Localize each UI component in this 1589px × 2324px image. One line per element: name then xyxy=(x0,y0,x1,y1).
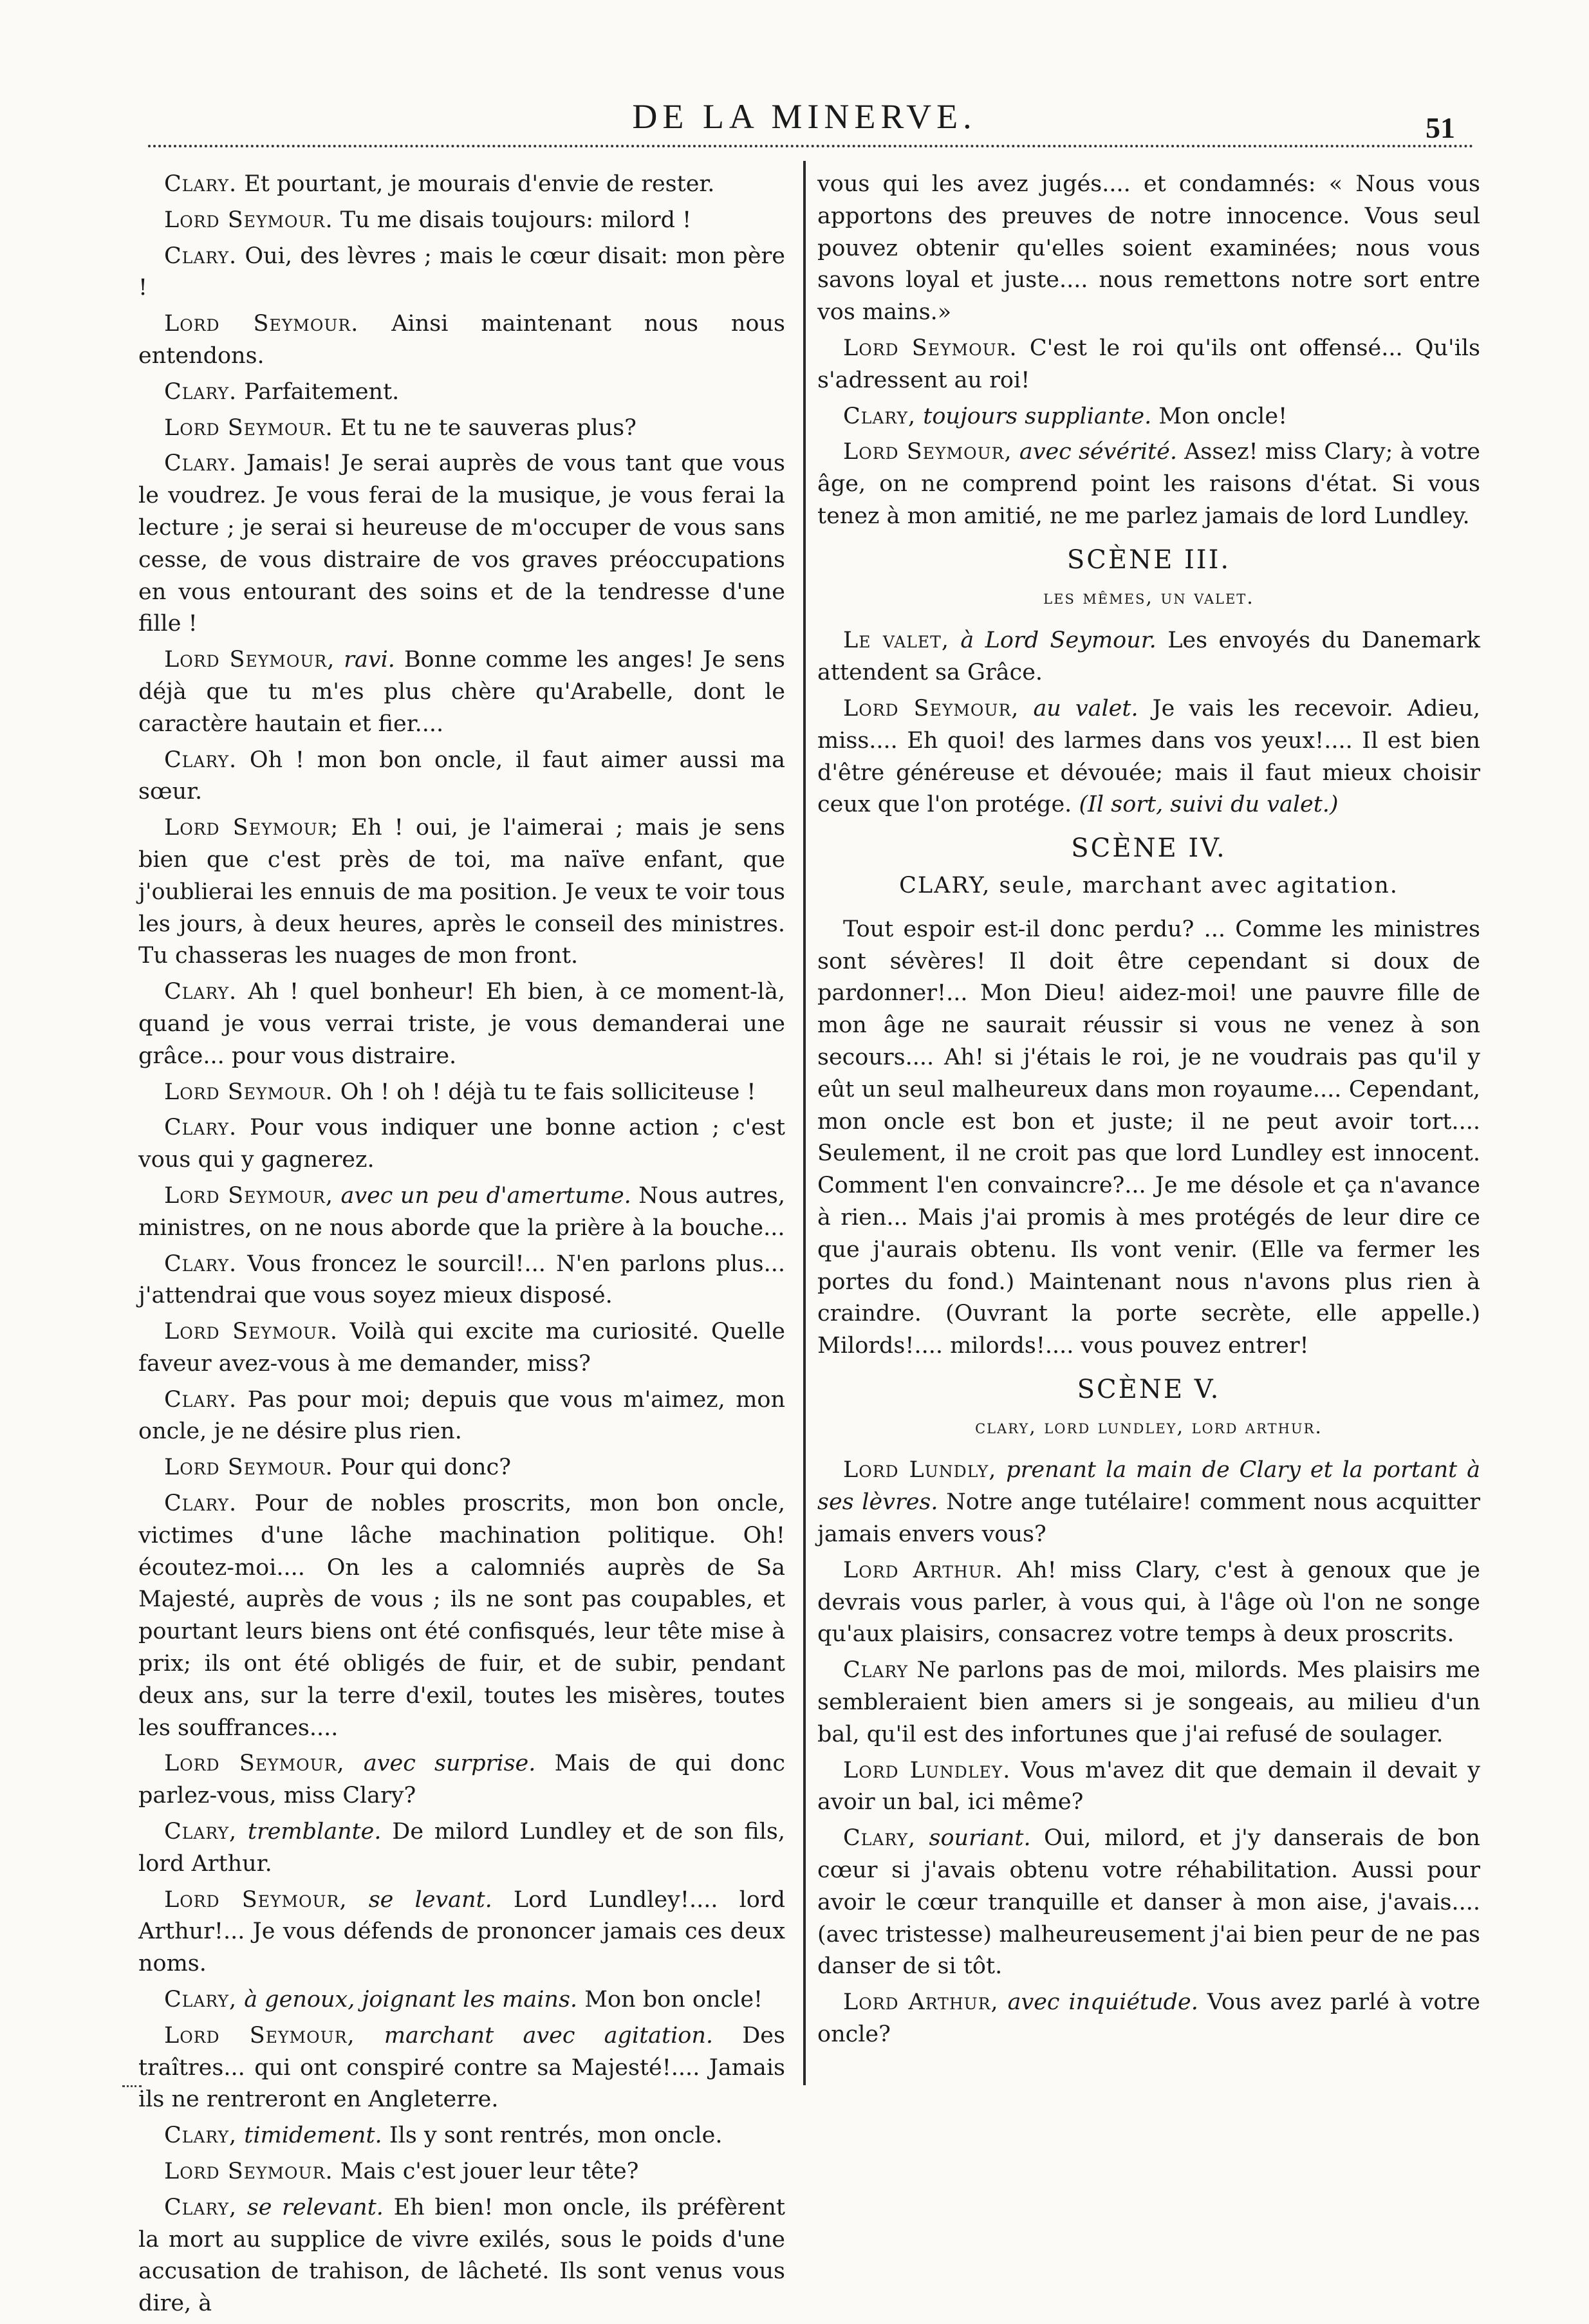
dialogue-text: Ah ! quel bonheur! Eh bien, à ce moment-là, quand je vous verrai triste, je vous demanderai une grâce... pour vous distraire. xyxy=(138,979,785,1069)
stage-direction: tremblante. xyxy=(247,1819,382,1845)
speaker-name: Clary. xyxy=(164,979,237,1005)
dialogue-text: Voilà qui excite ma curiosité. Quelle faveur avez-vous à me demander, miss? xyxy=(138,1319,785,1377)
stage-direction: avec sévérité. xyxy=(1019,439,1177,465)
dialogue-paragraph xyxy=(817,625,1480,689)
stage-direction: avec surprise. xyxy=(363,1751,536,1777)
dialogue-paragraph xyxy=(817,401,1480,433)
speaker-name: Clary. xyxy=(164,1491,237,1517)
dialogue-paragraph xyxy=(817,333,1480,397)
dialogue-text: Assez! miss Clary; à votre âge, on ne comprend point les raisons d'état. Si vous tenez à mon amitié, ne me parlez jamais de lord Lundley. xyxy=(817,439,1480,529)
dialogue-text: Pour qui donc? xyxy=(340,1455,511,1481)
speaker-name: Lord Seymour. xyxy=(164,207,333,233)
dialogue-paragraph xyxy=(817,1755,1480,1819)
dialogue-paragraph xyxy=(138,812,785,972)
speaker-name: Clary. xyxy=(164,1386,237,1413)
dialogue-text: Eh bien! mon oncle, ils préfèrent la mort au supplice de vivre exilés, sous le poids d'une accusation de trahison, de lâcheté. Ils sont venus vous dire, à xyxy=(138,2194,785,2317)
stage-direction: (Il sort, suivi du valet.) xyxy=(1079,792,1339,818)
dialogue-text: Et tu ne te sauveras plus? xyxy=(340,414,637,441)
dialogue-paragraph xyxy=(138,1112,785,1176)
dialogue-text: Oh ! oh ! déjà tu te fais solliciteuse ! xyxy=(340,1079,756,1105)
stage-direction: souriant. xyxy=(929,1825,1031,1852)
speaker-name: Clary xyxy=(843,1657,908,1684)
scene-heading: SCÈNE V. xyxy=(1077,1374,1221,1404)
stage-direction: prenant la main de Clary et la portant à ses lèvres. xyxy=(817,1457,1480,1516)
speaker-name: Lord Seymour, xyxy=(164,2022,355,2049)
speaker-name: Clary, xyxy=(164,1987,237,2013)
right-column xyxy=(817,169,1480,2055)
dialogue-text: Oh ! mon bon oncle, il faut aimer aussi ma sœur. xyxy=(138,747,785,805)
dialogue-paragraph xyxy=(817,693,1480,821)
dialogue-paragraph xyxy=(138,745,785,809)
dialogue-text: Nous autres, ministres, on ne nous aborde que la prière à la bouche... xyxy=(138,1182,785,1241)
speaker-name: Clary, xyxy=(164,2194,237,2220)
speaker-name: Clary, xyxy=(843,1825,916,1852)
dialogue-paragraph xyxy=(138,644,785,740)
speaker-name: Lord Seymour. xyxy=(164,414,333,441)
scene-heading: SCÈNE III. xyxy=(1066,544,1231,575)
dialogue-paragraph xyxy=(138,1077,785,1109)
speaker-name: Clary. xyxy=(164,1250,237,1277)
dialogue-text: Ne parlons pas de moi, milords. Mes plaisirs me sembleraient bien amers si je songeais, au milieu d'un bal, qu'il est des infortunes que j'ai refusé de soulager. xyxy=(817,1657,1480,1747)
dialogue-paragraph xyxy=(138,448,785,640)
dialogue-text: Ah! miss Clary, c'est à genoux que je devrais vous parler, à vous qui, à l'âge où l'on ne songe qu'aux plaisirs, consacrez votre temps à deux proscrits. xyxy=(817,1557,1480,1648)
dialogue-text: Les envoyés du Danemark attendent sa Grâce. xyxy=(817,627,1480,686)
speaker-name: Lord Seymour. xyxy=(164,1079,333,1105)
dialogue-text: De milord Lundley et de son fils, lord Arthur. xyxy=(138,1819,785,1877)
speaker-name: Lord Seymour. xyxy=(843,335,1018,361)
footer-mark xyxy=(122,2085,142,2087)
speaker-name: Lord Seymour. xyxy=(164,2159,333,2185)
dialogue-paragraph xyxy=(138,1249,785,1313)
speaker-name: Lord Lundly, xyxy=(843,1457,997,1483)
speaker-name: Lord Seymour, xyxy=(164,1751,345,1777)
speaker-name: Clary. xyxy=(164,243,237,269)
dialogue-text: Jamais! Je serai auprès de vous tant que vous le voudrez. Je vous ferai de la musique, je vous ferai la lecture ; je serai si heureuse de m'occuper de vous sans cesse, de vous distraire de vos graves préoccupations en vous entourant des soins et de la tendresse d'une fille ! xyxy=(138,451,785,637)
scene-cast: CLARY, seule, marchant avec agitation. xyxy=(899,872,1399,898)
dialogue-text: Tu me disais toujours: milord ! xyxy=(340,207,692,233)
left-column xyxy=(138,169,785,2324)
stage-direction: avec un peu d'amertume. xyxy=(340,1182,631,1209)
dialogue-text: Vous avez parlé à votre oncle? xyxy=(817,1989,1480,2048)
speaker-name: Clary. xyxy=(164,747,237,773)
dialogue-text: Vous froncez le sourcil!... N'en parlons plus... j'attendrai que vous soyez mieux disposé. xyxy=(138,1250,785,1309)
speaker-name: Lord Seymour, xyxy=(164,647,335,673)
dialogue-text: Notre ange tutélaire! comment nous acquitter jamais envers vous? xyxy=(817,1489,1480,1548)
speaker-name: Clary. xyxy=(164,378,237,405)
speaker-name: Lord Lundley. xyxy=(843,1757,1011,1783)
speaker-name: Le valet, xyxy=(843,627,949,654)
paragraph-text: Tout espoir est-il donc perdu? ... Comme les ministres sont sévères! Il doit être cependant si doux de pardonner!... Mon Dieu! aidez-moi! une pauvre fille de mon âge ne saurait réussir si vous ne venez à son secours.... Ah! si j'étais le roi, je ne voudrais pas qu'il y eût un seul malheureux dans mon royaume.... Cependant, mon oncle est bon et juste; il ne peut avoir tort.... Seulement, il ne croit pas que lord Lundley est innocent. Comment l'en convaincre?... Je me désole et ça n'avance à rien... Mais j'ai promis à mes protégés de leur dire ce que j'aurais obtenu. Ils vont venir. (Elle va fermer les portes du fond.) Maintenant nous n'avons plus rien à craindre. (Ouvrant la porte secrète, elle appelle.) Milords!.... milords!.... vous pouvez entrer! xyxy=(817,916,1480,1359)
speaker-name: Clary. xyxy=(164,171,237,197)
stage-direction: se relevant. xyxy=(246,2194,384,2220)
stage-direction: à Lord Seymour. xyxy=(960,627,1157,654)
speaker-name: Clary, xyxy=(164,1819,237,1845)
dialogue-text: Parfaitement. xyxy=(244,378,400,405)
dialogue-paragraph xyxy=(138,1316,785,1380)
dialogue-paragraph xyxy=(817,436,1480,532)
speaker-name: Lord Arthur, xyxy=(843,1989,999,2016)
speaker-name: Clary, xyxy=(164,2123,237,2149)
dialogue-text: Et pourtant, je mourais d'envie de rester. xyxy=(244,171,715,197)
dialogue-text: Mais de qui donc parlez-vous, miss Clary? xyxy=(138,1751,785,1809)
dialogue-paragraph xyxy=(138,1180,785,1245)
dialogue-text: Lord Lundley!.... lord Arthur!... Je vous défends de prononcer jamais ces deux noms. xyxy=(138,1886,785,1977)
page-number: 51 xyxy=(1426,111,1455,144)
speaker-name: Lord Seymour, xyxy=(164,1886,348,1913)
dialogue-text: Eh ! oui, je l'aimerai ; mais je sens bien que c'est près de toi, ma naïve enfant, que j'oublierai les ennuis de ma position. Je veux te voir tous les jours, à deux heures, après le conseil des ministres. Tu chasseras les nuages de mon front. xyxy=(138,815,785,969)
dialogue-text: Pas pour moi; depuis que vous m'aimez, mon oncle, je ne désire plus rien. xyxy=(138,1386,785,1445)
stage-direction: se levant. xyxy=(368,1886,492,1913)
dialogue-text: Oui, des lèvres ; mais le cœur disait: mon père ! xyxy=(138,243,785,301)
header-rule xyxy=(148,145,1474,147)
speaker-name: Clary, xyxy=(843,403,916,429)
dialogue-text: Mon bon oncle! xyxy=(584,1987,763,2013)
speaker-name: Lord Arthur. xyxy=(843,1557,1003,1583)
dialogue-paragraph xyxy=(138,1816,785,1881)
dialogue-text: Mais c'est jouer leur tête? xyxy=(340,2159,639,2185)
speaker-name: Lord Seymour; xyxy=(164,815,339,841)
speaker-name: Clary. xyxy=(164,1115,237,1141)
dialogue-paragraph xyxy=(817,1555,1480,1651)
stage-direction: toujours suppliante. xyxy=(923,403,1152,429)
dialogue-paragraph xyxy=(138,2156,785,2188)
dialogue-paragraph xyxy=(138,205,785,237)
speaker-name: Lord Seymour, xyxy=(164,1182,333,1209)
dialogue-paragraph xyxy=(138,376,785,409)
dialogue-paragraph xyxy=(138,1384,785,1449)
stage-direction: à genoux, joignant les mains. xyxy=(244,1987,578,2013)
dialogue-text: Ainsi maintenant nous nous entendons. xyxy=(138,311,785,369)
stage-direction: avec inquiétude. xyxy=(1007,1989,1198,2016)
dialogue-paragraph xyxy=(138,1984,785,2016)
column-divider xyxy=(803,161,806,2085)
speaker-name: Clary. xyxy=(164,451,237,477)
dialogue-paragraph xyxy=(817,1655,1480,1751)
dialogue-text: Des traîtres... qui ont conspiré contre sa Majesté!.... Jamais ils ne rentreront en Angleterre. xyxy=(138,2022,785,2113)
speaker-name: Lord Seymour. xyxy=(164,1319,338,1345)
stage-direction: timidement. xyxy=(244,2123,382,2149)
dialogue-paragraph xyxy=(138,1748,785,1812)
dialogue-paragraph xyxy=(138,1452,785,1484)
scene-heading: SCÈNE IV. xyxy=(1071,833,1227,864)
dialogue-paragraph xyxy=(138,2192,785,2320)
dialogue-paragraph xyxy=(138,976,785,1072)
dialogue-paragraph xyxy=(138,308,785,373)
dialogue-paragraph xyxy=(817,169,1480,329)
dialogue-paragraph xyxy=(138,2120,785,2152)
dialogue-paragraph xyxy=(138,169,785,201)
paragraph-text: vous qui les avez jugés.... et condamnés: « Nous vous apportons des preuves de notre innocence. Vous seul pouvez obtenir qu'elles soient examinées; nous vous savons loyal et juste.... nous remettons notre sort entre vos mains.» xyxy=(817,171,1480,326)
dialogue-text: Oui, milord, et j'y danserais de bon cœur si j'avais obtenu votre réhabilitation. Aussi pour avoir le cœur tranquille et danser à mon aise, j'avais.... (avec tristesse) malheureusement j'ai bien peur de ne pas danser de si tôt. xyxy=(817,1825,1480,1980)
dialogue-paragraph xyxy=(138,413,785,445)
scene-cast: les mêmes, un valet. xyxy=(1043,586,1254,609)
stage-direction: au valet. xyxy=(1033,695,1138,721)
stage-direction: ravi. xyxy=(344,647,395,673)
dialogue-text: C'est le roi qu'ils ont offensé... Qu'ils s'adressent au roi! xyxy=(817,335,1480,393)
stage-direction: marchant avec agitation. xyxy=(384,2022,714,2049)
speaker-name: Lord Seymour, xyxy=(843,695,1019,721)
dialogue-paragraph xyxy=(138,1488,785,1744)
speaker-name: Lord Seymour. xyxy=(164,311,359,337)
dialogue-text: Bonne comme les anges! Je sens déjà que tu m'es plus chère qu'Arabelle, dont le caractère hautain et fier.... xyxy=(138,647,785,737)
speaker-name: Lord Seymour. xyxy=(164,1455,333,1481)
speaker-name: Lord Seymour, xyxy=(843,439,1012,465)
dialogue-text: Je vais les recevoir. Adieu, miss.... Eh quoi! des larmes dans vos yeux!.... Il est bien d'être généreuse et dévouée; mais il faut mieux choisir ceux que l'on protége. xyxy=(817,695,1480,818)
dialogue-paragraph xyxy=(138,241,785,305)
dialogue-text: Ils y sont rentrés, mon oncle. xyxy=(389,2123,723,2149)
dialogue-text: Pour de nobles proscrits, mon bon oncle, victimes d'une lâche machination politique. Oh! écoutez-moi.... On les a calomniés auprès de Sa Majesté, auprès de vous ; ils ne sont pas coupables, et pourtant leurs biens ont été confisqués, leur tête mise à prix; ils ont été obligés de fuir, et de subir, pendant deux ans, sur la terre d'exil, toutes les misères, toutes les souffrances.... xyxy=(138,1491,785,1741)
dialogue-paragraph xyxy=(817,1823,1480,1983)
dialogue-paragraph xyxy=(817,914,1480,1362)
dialogue-paragraph xyxy=(138,2020,785,2116)
dialogue-paragraph xyxy=(138,1884,785,1980)
running-title: DE LA MINERVE. xyxy=(632,97,977,136)
dialogue-text: Mon oncle! xyxy=(1158,403,1288,429)
dialogue-text: Vous m'avez dit que demain il devait y avoir un bal, ici même? xyxy=(817,1757,1480,1816)
dialogue-paragraph xyxy=(817,1455,1480,1550)
dialogue-text: Pour vous indiquer une bonne action ; c'est vous qui y gagnerez. xyxy=(138,1115,785,1173)
dialogue-paragraph xyxy=(817,1987,1480,2051)
scene-cast: clary, lord lundley, lord arthur. xyxy=(975,1415,1323,1438)
